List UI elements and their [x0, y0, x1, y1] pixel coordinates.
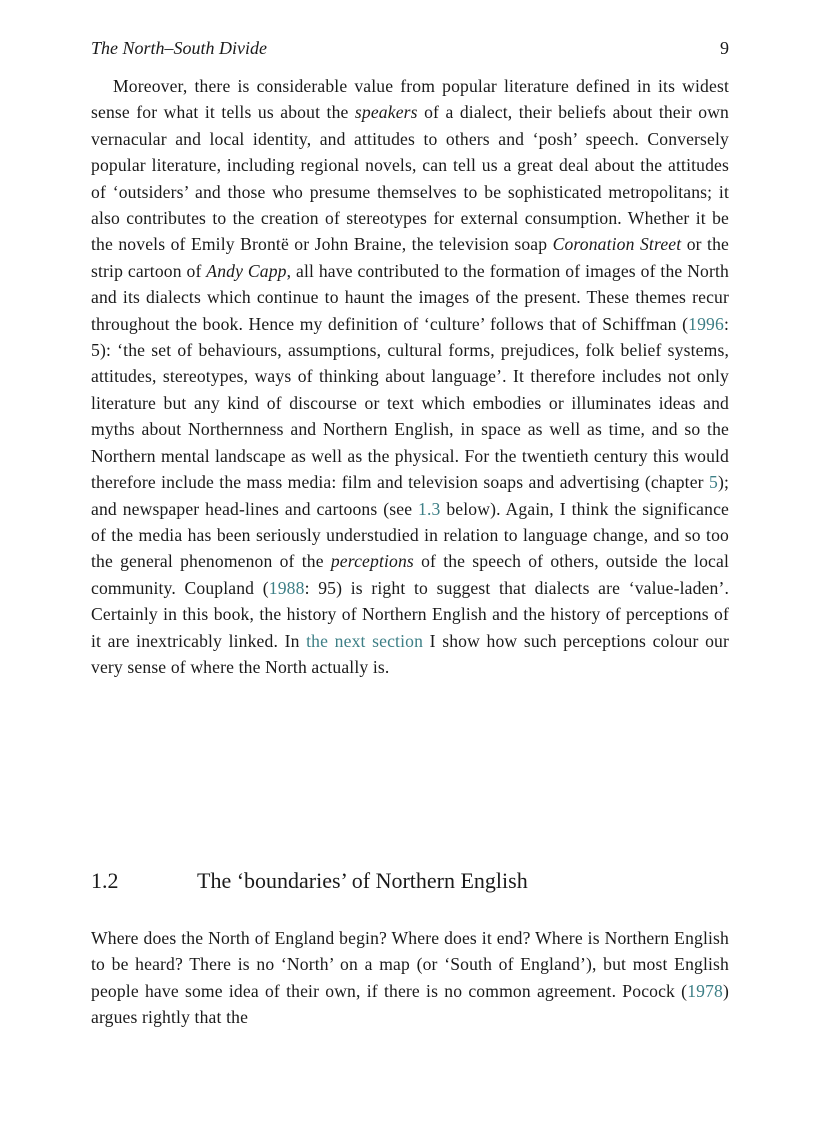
body-paragraph-1 — [91, 73, 729, 680]
text-run: of a dialect, their beliefs about their own vernacular and local identity, and attitudes to others and ‘posh’ speech. Conversely popular literature, including regional novels, can tell us a great deal about the attitudes of ‘outsiders’ and those who presume themselves to be sophisticated metropolitans; it also contributes to the creation of stereotypes for external consumption. Whether it be the novels of Emily Brontë or John Braine, the television soap — [91, 102, 729, 255]
section-link-1-3[interactable]: 1.3 — [418, 498, 441, 519]
emphasis-coronation-street: Coronation Street — [552, 234, 682, 255]
emphasis-perceptions: perceptions — [330, 551, 414, 572]
text-run: Moreover, there is considerable value from popular literature defined in its widest sense for what it tells us about the — [91, 76, 729, 123]
emphasis-andy-capp: Andy Capp — [206, 260, 287, 281]
page-number: 9 — [720, 38, 729, 58]
running-head — [91, 38, 729, 62]
section-heading — [91, 866, 729, 896]
citation-link-1988[interactable]: 1988 — [268, 577, 305, 598]
running-title: The North–South Divide — [91, 38, 267, 58]
text-run: ); and newspaper head-lines and cartoons (see — [91, 472, 729, 519]
body-paragraph-2 — [91, 925, 729, 1031]
text-run: I show how such perceptions colour our very sense of where the North actually is. — [91, 630, 729, 677]
emphasis-speakers: speakers — [354, 102, 418, 123]
text-run: below). Again, I think the significance of the media has been seriously understudied in relation to language change, and so too the general phenomenon of the — [91, 498, 729, 572]
text-run: ) argues rightly that the — [91, 980, 729, 1028]
section-number: 1.2 — [91, 868, 119, 893]
text-run: of the speech of others, outside the local community. Coupland ( — [91, 551, 729, 598]
text-run: : 95) is right to suggest that dialects are ‘value-laden’. Certainly in this book, the history of Northern English and the history of perceptions of it are inextricably linked. In — [91, 577, 730, 651]
text-run: Where does the North of England begin? Where does it end? Where is Northern English to be heard? There is no ‘North’ on a map (or ‘South of England’), but most English people have some idea of their own, if there is no common agreement. Pocock ( — [91, 928, 729, 1001]
chapter-link-5[interactable]: 5 — [708, 472, 718, 493]
section-title: The ‘boundaries’ of Northern English — [197, 868, 528, 893]
citation-link-1996[interactable]: 1996 — [688, 313, 724, 334]
next-section-link[interactable]: the next section — [306, 630, 424, 651]
text-run: or the strip cartoon of — [91, 234, 729, 281]
text-run: , all have contributed to the formation of images of the North and its dialects which continue to haunt the images of the present. These themes recur throughout the book. Hence my definition of ‘culture’ follows that of Schiffman ( — [91, 260, 729, 334]
text-run: : 5): ‘the set of behaviours, assumptions, cultural forms, prejudices, folk belief systems, attitudes, stereotypes, ways of thinking about language’. It therefore includes not only literature but any kind of discourse or text which embodies or illuminates ideas and myths about Northernness and Northern English, in space as well as time, and so the Northern mental landscape as well as the physical. For the twentieth century this would therefore include the mass media: film and television soaps and advertising (chapter — [91, 313, 729, 493]
citation-link-1978[interactable]: 1978 — [687, 980, 723, 1001]
